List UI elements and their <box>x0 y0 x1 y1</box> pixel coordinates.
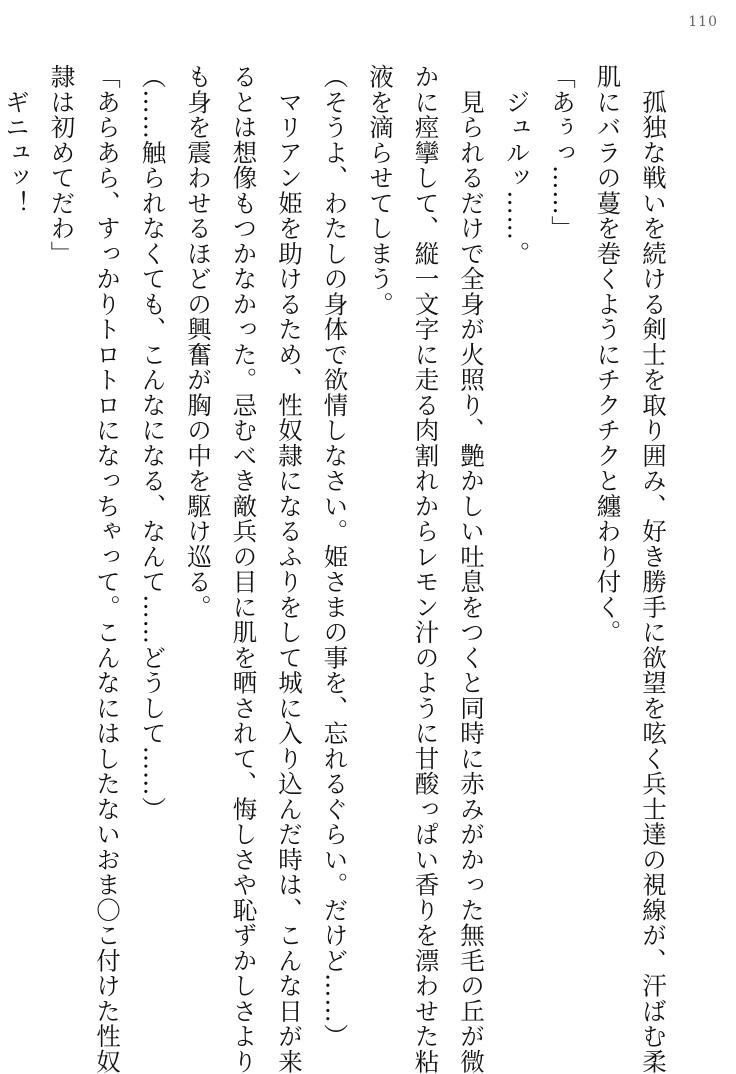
text-line: （そうよ、わたしの身体で欲情しなさい。姫さまの事を、忘れるぐらい。だけど……） <box>320 64 350 1049</box>
text-line: 「あらあら、すっかりトロトロになっちゃって。こんなにはしたないおま〇こ付けた性奴 <box>93 64 122 1074</box>
page-number: 110 <box>688 14 718 30</box>
text-line: 隷は初めてだわ」 <box>47 64 77 266</box>
text-line: 「あぅっ……」 <box>548 64 577 241</box>
text-line: 肌にバラの蔓を巻くようにチクチクと纏わり付く。 <box>593 64 623 645</box>
text-line: ジュルッ……。 <box>502 64 532 266</box>
text-line: マリアン姫を助けるため、性奴隷になるふりをして城に入り込んだ時は、こんな日が来 <box>275 64 304 1074</box>
text-line: 液を滴らせてしまう。 <box>366 64 395 317</box>
text-line: 孤独な戦いを続ける剣士を取り囲み、好き勝手に欲望を呟く兵士達の視線が、汗ばむ柔 <box>639 64 668 1074</box>
text-line: 見られるだけで全身が火照り、艶かしい吐息をつくと同時に赤みがかった無毛の丘が微 <box>457 64 486 1074</box>
text-line: かに痙攣して、縦一文字に走る肉割れからレモン汁のように甘酸っぱい香りを漂わせた粘 <box>411 64 441 1074</box>
text-line: も身を震わせるほどの興奮が胸の中を駆け巡る。 <box>184 64 213 620</box>
text-line: （……触られなくても、こんなになる、なんて……どうして……） <box>138 64 168 822</box>
text-line: ギニュッ！ <box>2 64 31 216</box>
text-line: るとは想像もつかなかった。忌むべき敵兵の目に肌を晒されて、悔しさや恥ずかしさより <box>229 64 259 1074</box>
vertical-body-text <box>0 64 676 1074</box>
